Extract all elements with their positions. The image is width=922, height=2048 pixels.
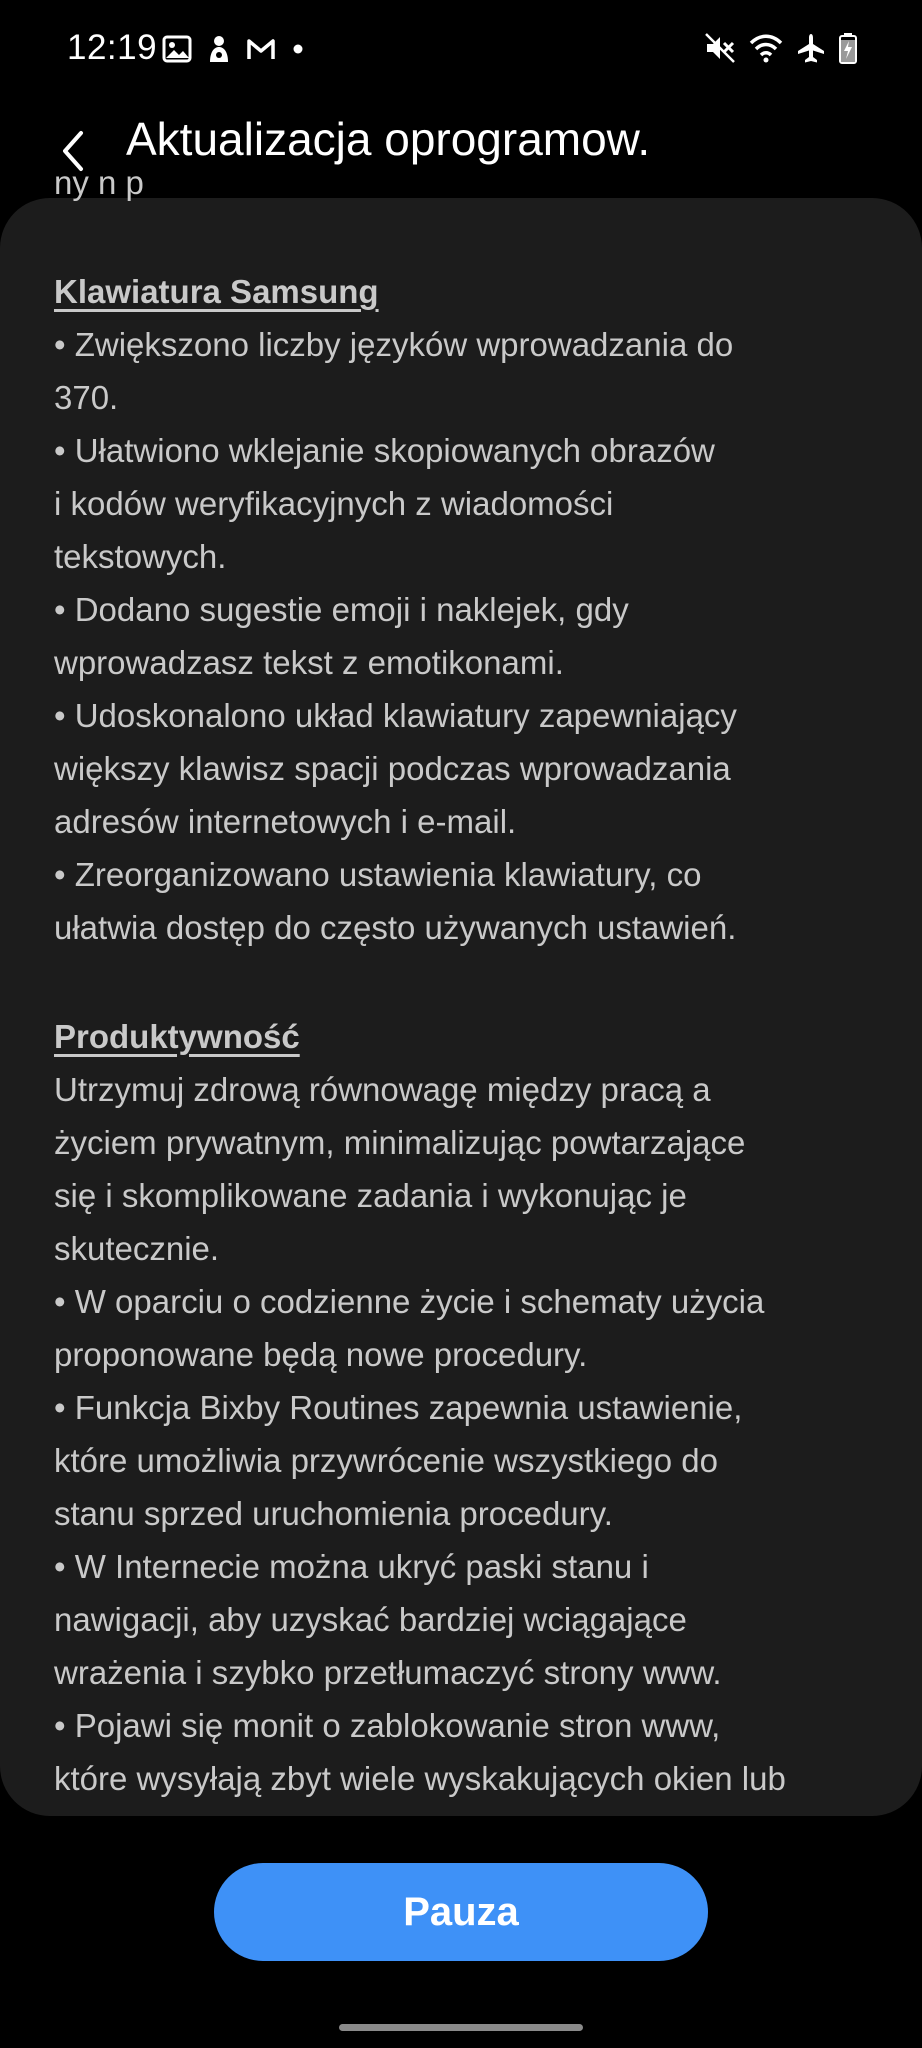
text-line: stanu sprzed uruchomienia procedury. — [54, 1495, 613, 1532]
text-line: • Ułatwiono wklejanie skopiowanych obrazów — [54, 432, 715, 469]
text-line: • Dodano sugestie emoji i naklejek, gdy — [54, 591, 629, 628]
text-line: i kodów weryfikacyjnych z wiadomości — [54, 485, 614, 522]
text-line: • W oparciu o codzienne życie i schematy użycia — [54, 1283, 765, 1320]
text-line: • Pojawi się monit o zablokowanie stron www, — [54, 1707, 721, 1744]
section-title: Klawiatura Samsung — [54, 273, 379, 310]
clipped-text-line: ny n p — [54, 164, 144, 201]
status-time: 12:19 — [67, 28, 158, 67]
text-line: skutecznie. — [54, 1230, 220, 1267]
text-line: wprowadzasz tekst z emotikonami. — [54, 644, 564, 681]
status-system-icons — [704, 32, 858, 64]
wifi-icon — [748, 32, 784, 64]
release-notes-card[interactable] — [0, 164, 922, 1816]
text-line: nawigacji, aby uzyskać bardziej wciągające — [54, 1601, 687, 1638]
image-icon — [162, 35, 192, 63]
gmail-icon — [246, 37, 276, 61]
text-line: większy klawisz spacji podczas wprowadzania — [54, 750, 731, 787]
dot-icon — [290, 41, 306, 57]
text-line: • Udoskonalono układ klawiatury zapewniający — [54, 697, 737, 734]
text-line: się i skomplikowane zadania i wykonując je — [54, 1177, 687, 1214]
text-line: 370. — [54, 379, 119, 416]
text-line: wrażenia i szybko przetłumaczyć strony www. — [54, 1654, 722, 1691]
page-title: Aktualizacja oprogramow. — [126, 113, 651, 165]
text-line: Utrzymuj zdrową równowagę między pracą a — [54, 1071, 711, 1108]
text-line: które umożliwia przywrócenie wszystkiego do — [54, 1442, 718, 1479]
text-line: • Zreorganizowano ustawienia klawiatury, co — [54, 856, 702, 893]
text-line: • Zwiększono liczby języków wprowadzania do — [54, 326, 734, 363]
airplane-icon — [796, 32, 826, 64]
section-title: Produktywność — [54, 1018, 300, 1055]
bixby-icon — [206, 34, 232, 64]
text-line: adresów internetowych i e-mail. — [54, 803, 517, 840]
section-productivity — [54, 1010, 894, 1805]
text-line: • W Internecie można ukryć paski stanu i — [54, 1548, 649, 1585]
text-line: życiem prywatnym, minimalizując powtarzające — [54, 1124, 746, 1161]
home-gesture-bar[interactable] — [339, 2024, 583, 2031]
release-notes-text — [54, 156, 894, 1805]
status-bar — [0, 0, 922, 100]
mute-icon — [704, 32, 736, 64]
text-line: • Funkcja Bixby Routines zapewnia ustawienie, — [54, 1389, 743, 1426]
text-line: które wysyłają zbyt wiele wyskakujących okien lub — [54, 1760, 786, 1797]
status-notification-icons — [162, 34, 306, 64]
section-samsung-keyboard — [54, 265, 894, 954]
pause-button[interactable]: Pauza — [214, 1863, 708, 1961]
text-line: tekstowych. — [54, 538, 227, 575]
battery-charging-icon — [838, 32, 858, 64]
text-line: ułatwia dostęp do często używanych ustawień. — [54, 909, 737, 946]
text-line: proponowane będą nowe procedury. — [54, 1336, 588, 1373]
